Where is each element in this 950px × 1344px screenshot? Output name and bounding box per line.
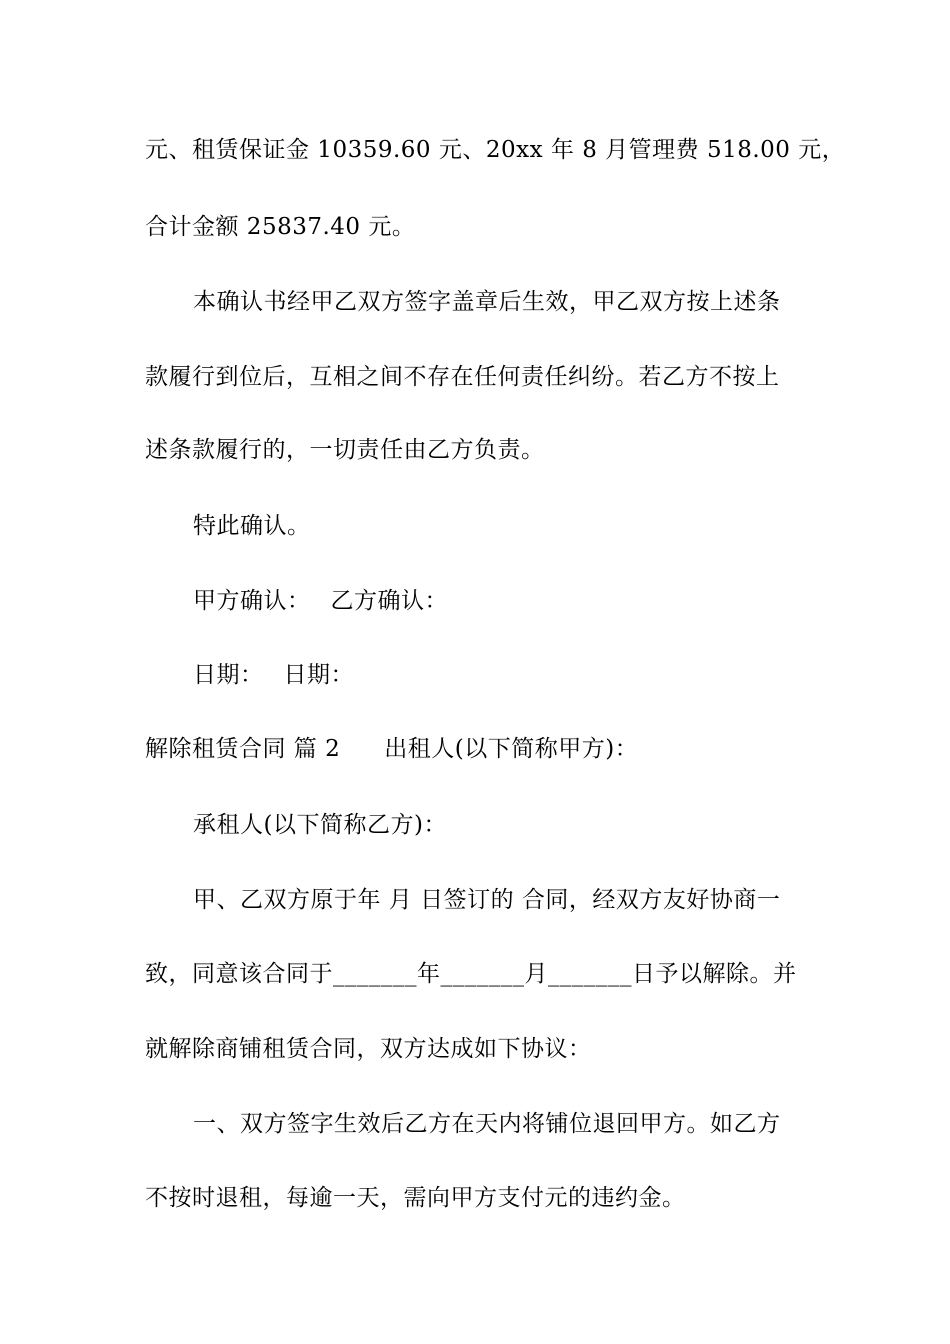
body-line: 就解除商铺租赁合同，双方达成如下协议： <box>145 1036 592 1062</box>
confirmation-line <box>193 585 863 617</box>
section-heading-line <box>145 733 815 765</box>
party-a-confirm-label: 甲方确认： <box>193 588 311 614</box>
section-heading: 解除租赁合同 篇 2 <box>145 736 341 762</box>
date-line <box>193 659 863 691</box>
lessee-label: 承租人(以下简称乙方)： <box>193 812 447 838</box>
body-line: 本确认书经甲乙双方签字盖章后生效，甲乙双方按上述条 <box>193 289 781 315</box>
clause-line: 不按时退租，每逾一天，需向甲方支付元的违约金。 <box>145 1185 686 1211</box>
clause-line: 一、双方签字生效后乙方在天内将铺位退回甲方。如乙方 <box>193 1111 781 1137</box>
party-a-date-label: 日期： <box>193 662 264 688</box>
party-b-confirm-label: 乙方确认： <box>330 588 448 614</box>
body-line: 述条款履行的，一切责任由乙方负责。 <box>145 437 545 463</box>
lessor-label: 出租人(以下简称甲方)： <box>384 736 639 762</box>
body-line: 致，同意该合同于_______年_______月_______日予以解除。并 <box>145 961 797 987</box>
body-line: 甲、乙双方原于年 月 日签订的 合同，经双方友好协商一 <box>193 887 781 913</box>
party-b-date-label: 日期： <box>283 662 354 688</box>
body-line: 元、租赁保证金 10359.60 元、20xx 年 8 月管理费 518.00 元， <box>145 137 846 163</box>
body-line: 合计金额 25837.40 元。 <box>145 214 416 240</box>
body-line: 款履行到位后，互相之间不存在任何责任纠纷。若乙方不按上 <box>145 364 780 390</box>
closing-line: 特此确认。 <box>193 513 311 539</box>
